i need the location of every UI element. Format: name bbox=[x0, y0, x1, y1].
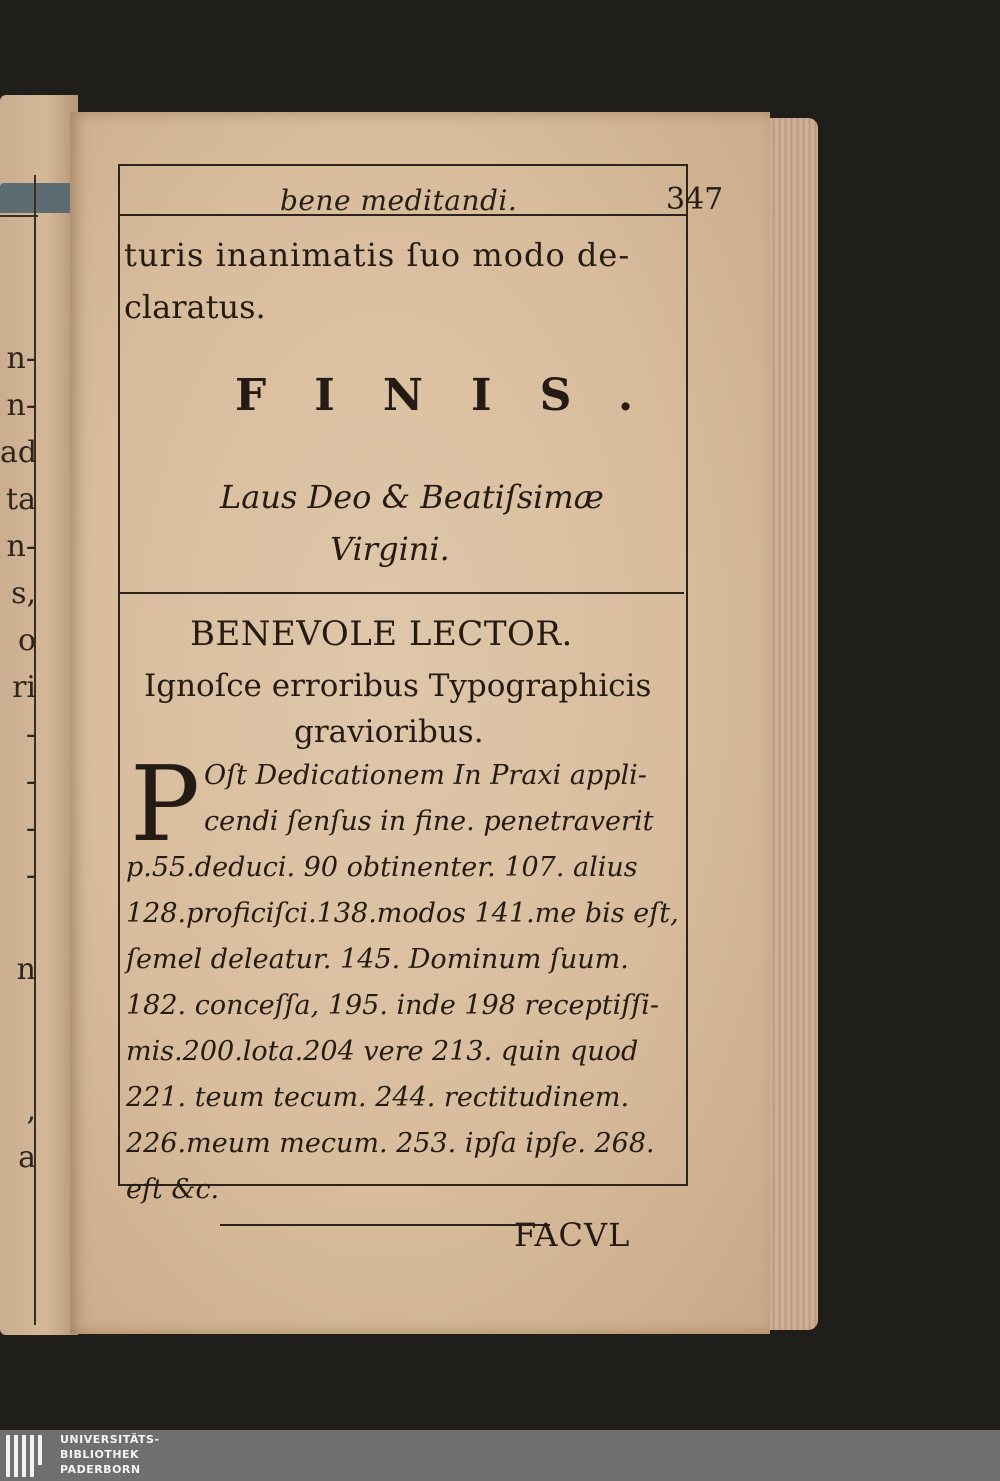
left-fragment: n- bbox=[6, 341, 36, 376]
left-fragment: n- bbox=[6, 388, 36, 423]
right-page bbox=[70, 112, 770, 1334]
left-fragment: - bbox=[25, 858, 36, 893]
left-fragment bbox=[0, 899, 38, 946]
left-fragment bbox=[0, 1040, 38, 1087]
left-page bbox=[0, 95, 78, 1335]
left-fragment: s, bbox=[11, 576, 36, 611]
errata-line: mis.200.lota.204 vere 213. quin quod bbox=[126, 1036, 639, 1067]
errata-subheading-cont: gravioribus. bbox=[294, 714, 484, 750]
left-fragment: - bbox=[25, 811, 36, 846]
left-fragment bbox=[0, 1181, 38, 1228]
text-line: claratus. bbox=[124, 288, 266, 326]
library-logo-icon bbox=[6, 1435, 52, 1477]
text-line: turis inanimatis ſuo modo de- bbox=[124, 236, 631, 274]
finis-heading: FINIS. bbox=[235, 370, 682, 421]
errata-line: 226.meum mecum. 253. ipſa ipſe. 268. bbox=[126, 1128, 655, 1159]
errata-line: 182. conceſſa, 195. inde 198 receptiſſi- bbox=[126, 990, 659, 1021]
catchword: FACVL bbox=[514, 1216, 631, 1254]
errata-line: p.55.deduci. 90 obtinenter. 107. alius bbox=[126, 852, 638, 883]
errata-line: Oſt Dedicationem In Praxi appli- bbox=[204, 760, 647, 791]
laus-deo-line: Laus Deo & Beatiſsimæ bbox=[220, 478, 604, 516]
left-page-fragments bbox=[0, 335, 38, 1228]
errata-line: eſt &c. bbox=[126, 1174, 220, 1205]
running-head: bene meditandi. bbox=[280, 184, 518, 217]
left-fragment: ta bbox=[6, 482, 36, 517]
left-fragment: ri bbox=[12, 670, 36, 705]
errata-line: 221. teum tecum. 244. rectitudinem. bbox=[126, 1082, 630, 1113]
library-name bbox=[60, 1432, 160, 1477]
page-edge-stack bbox=[768, 118, 818, 1330]
left-fragment bbox=[0, 993, 38, 1040]
library-footer bbox=[0, 1430, 1000, 1481]
left-fragment: - bbox=[25, 764, 36, 799]
left-page-rule bbox=[0, 215, 38, 217]
errata-line: cendi ſenſus in fine. penetraverit bbox=[204, 806, 654, 837]
library-name-line: UNIVERSITÄTS- bbox=[60, 1433, 160, 1446]
virgini-line: Virgini. bbox=[330, 530, 450, 568]
drop-cap: P bbox=[130, 743, 200, 865]
left-fragment: o bbox=[17, 623, 36, 658]
errata-line: 128.proficiſci.138.modos 141.me bis eſt, bbox=[126, 898, 679, 929]
errata-subheading: Ignoſce erroribus Typographicis bbox=[144, 668, 652, 704]
left-fragment: ad bbox=[0, 435, 38, 470]
errata-line: ſemel deleatur. 145. Dominum ſuum. bbox=[126, 944, 629, 975]
left-fragment: n- bbox=[6, 529, 36, 564]
closing-rule bbox=[220, 1224, 550, 1226]
left-fragment: n bbox=[16, 952, 36, 987]
page-number: 347 bbox=[666, 182, 724, 217]
library-name-line: PADERBORN bbox=[60, 1463, 141, 1476]
left-fragment: - bbox=[25, 717, 36, 752]
errata-heading: BENEVOLE LECTOR. bbox=[190, 614, 573, 654]
library-name-line: BIBLIOTHEK bbox=[60, 1448, 140, 1461]
left-fragment: , bbox=[26, 1093, 36, 1128]
section-divider bbox=[118, 592, 684, 594]
left-fragment: a bbox=[18, 1140, 36, 1175]
